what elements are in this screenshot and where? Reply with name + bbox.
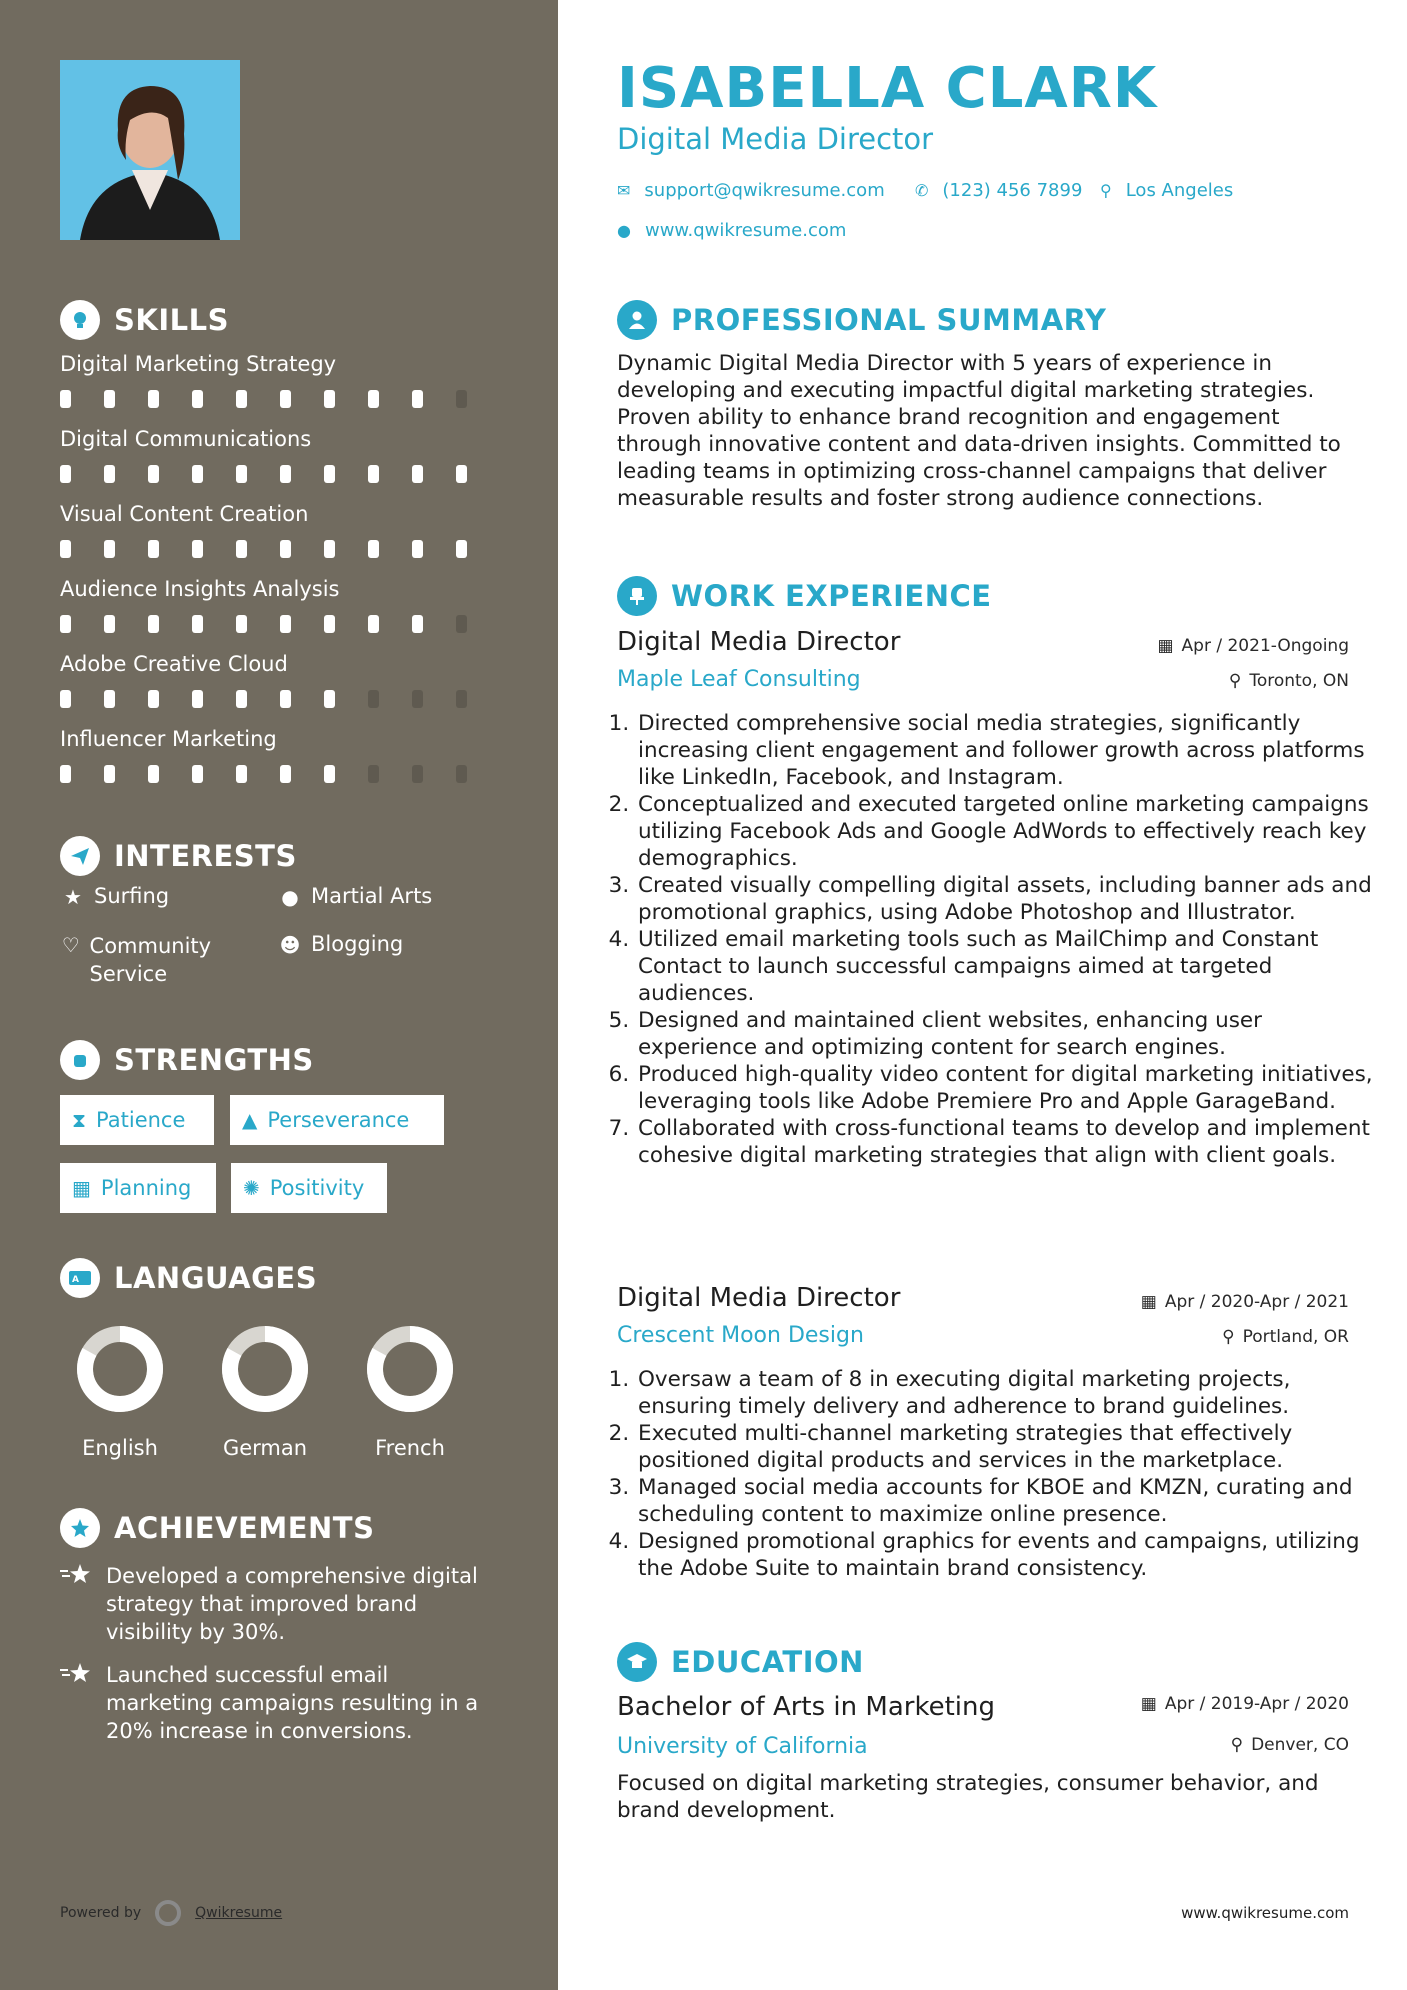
skill-level-dot (412, 465, 423, 483)
globe-icon: ● (617, 221, 631, 240)
skill-level-dot (324, 540, 335, 558)
languages-heading: A LANGUAGES (60, 1258, 317, 1298)
skill-level-dot (236, 390, 247, 408)
paper-plane-icon (60, 836, 100, 876)
skill-level-dot (104, 390, 115, 408)
skill-level-dot (412, 390, 423, 408)
list-item: 3. Created visually compelling digital assets, including banner ads and promotional graphics, using Adobe Photoshop and Illustrator. (636, 872, 1376, 926)
skill-level-dot (148, 615, 159, 633)
skill-level-dot (104, 765, 115, 783)
list-item: 4. Designed promotional graphics for events and campaigns, utilizing the Adobe Suite to maintain brand consistency. (636, 1528, 1376, 1582)
skill-level-dot (60, 390, 71, 408)
job-company: Maple Leaf Consulting (617, 667, 861, 692)
job-bullets (610, 1366, 1376, 1582)
award-star-icon (60, 1508, 100, 1548)
users-icon: ☻ (279, 933, 301, 957)
job-dates: ▦ Apr / 2021-Ongoing (1157, 636, 1349, 656)
shooting-star-icon (60, 1562, 94, 1646)
qwikresume-link[interactable]: Qwikresume (195, 1905, 283, 1921)
skill-level-dot (456, 765, 467, 783)
skill-level-dots (60, 540, 500, 558)
skill-level-dot (280, 690, 291, 708)
skill-name: Visual Content Creation (60, 502, 309, 526)
language-level-ring (367, 1326, 453, 1412)
job-location: ⚲ Toronto, ON (1228, 671, 1349, 691)
pin-icon: ⚲ (1228, 671, 1242, 691)
education-school: University of California (617, 1734, 868, 1759)
globe-icon: ● (281, 885, 299, 909)
user-icon (617, 300, 657, 340)
job-dates: ▦ Apr / 2020-Apr / 2021 (1140, 1292, 1349, 1312)
chair-icon (617, 576, 657, 616)
skill-name: Digital Communications (60, 427, 312, 451)
skill-level-dots (60, 465, 500, 483)
skill-level-dot (368, 765, 379, 783)
hourglass-icon: ⧗ (72, 1108, 87, 1132)
sidebar (0, 0, 558, 1990)
interest-item: ☻ Blogging (277, 932, 403, 958)
skill-level-dot (104, 615, 115, 633)
contact-phone: ✆ (123) 456 7899 (915, 180, 1083, 201)
sun-icon: ✺ (243, 1176, 260, 1200)
skill-item (60, 427, 500, 483)
interest-item: ● Martial Arts (277, 884, 432, 910)
skill-level-dot (280, 540, 291, 558)
lightbulb-icon (60, 300, 100, 340)
list-item: 2. Executed multi-channel marketing strategies that effectively positioned digital products and services in the marketplace. (636, 1420, 1376, 1474)
skill-level-dot (280, 465, 291, 483)
skill-level-dot (60, 690, 71, 708)
skill-level-dot (236, 465, 247, 483)
shooting-star-icon (60, 1661, 94, 1745)
job-company: Crescent Moon Design (617, 1323, 864, 1348)
experience-heading: WORK EXPERIENCE (617, 576, 992, 616)
skill-level-dot (412, 690, 423, 708)
skill-level-dots (60, 615, 500, 633)
skill-level-dot (368, 465, 379, 483)
skill-level-dot (368, 390, 379, 408)
pin-icon: ⚲ (1222, 1327, 1235, 1347)
strengths-heading: STRENGTHS (60, 1040, 314, 1080)
education-dates: ▦ Apr / 2019-Apr / 2020 (1140, 1694, 1349, 1714)
list-item: 2. Conceptualized and executed targeted online marketing campaigns utilizing Facebook Ads and Google AdWords to effectively reach key demographics. (636, 791, 1376, 872)
skill-level-dot (104, 465, 115, 483)
skill-level-dot (104, 540, 115, 558)
skill-level-dots (60, 765, 500, 783)
interest-item: ★ Surfing (60, 884, 169, 910)
language-item: German (205, 1326, 325, 1460)
skill-level-dot (324, 690, 335, 708)
summary-heading: PROFESSIONAL SUMMARY (617, 300, 1106, 340)
skill-level-dot (192, 615, 203, 633)
skill-item (60, 352, 500, 408)
skill-level-dot (456, 690, 467, 708)
job-location: ⚲ Portland, OR (1222, 1327, 1349, 1347)
skill-level-dot (412, 765, 423, 783)
skill-level-dot (192, 540, 203, 558)
skill-level-dot (60, 765, 71, 783)
list-item: 1. Directed comprehensive social media strategies, significantly increasing client engagement and follower growth across platforms like LinkedIn, Facebook, and Instagram. (636, 710, 1376, 791)
education-heading: EDUCATION (617, 1642, 864, 1682)
calendar-icon: ▦ (1140, 1694, 1157, 1714)
skill-level-dot (456, 465, 467, 483)
contact-email[interactable]: ✉ support@qwikresume.com (617, 180, 885, 201)
calendar-icon: ▦ (1140, 1292, 1157, 1312)
skill-level-dot (104, 690, 115, 708)
pin-icon: ⚲ (1230, 1735, 1244, 1755)
contact-location: ⚲ Los Angeles (1100, 180, 1234, 201)
skill-item (60, 577, 500, 633)
calendar-icon: ▦ (1157, 636, 1174, 656)
qwikresume-logo-icon (155, 1900, 181, 1926)
fist-icon (60, 1040, 100, 1080)
skill-level-dot (60, 615, 71, 633)
language-level-ring (222, 1326, 308, 1412)
achievements-heading: ACHIEVEMENTS (60, 1508, 374, 1548)
skill-name: Audience Insights Analysis (60, 577, 340, 601)
strength-badge: ▦ Planning (60, 1163, 216, 1213)
skill-level-dot (280, 615, 291, 633)
skill-level-dot (148, 540, 159, 558)
skill-level-dot (412, 540, 423, 558)
skill-level-dot (236, 765, 247, 783)
skill-level-dot (324, 615, 335, 633)
language-item: English (60, 1326, 180, 1460)
skill-level-dot (324, 765, 335, 783)
skill-level-dot (324, 465, 335, 483)
star-icon: ★ (64, 885, 82, 909)
achievement-item: Launched successful email marketing campaigns resulting in a 20% increase in conversions. (60, 1661, 500, 1745)
calendar-icon: ▦ (72, 1176, 91, 1200)
skill-level-dot (456, 615, 467, 633)
skills-heading: SKILLS (60, 300, 229, 340)
language-item: French (350, 1326, 470, 1460)
phone-icon: ✆ (915, 181, 929, 200)
skill-level-dot (192, 390, 203, 408)
skill-item (60, 502, 500, 558)
list-item: 3. Managed social media accounts for KBOE and KMZN, curating and scheduling content to maximize online presence. (636, 1474, 1376, 1528)
skill-level-dot (412, 615, 423, 633)
job-bullets (610, 710, 1376, 1169)
skill-name: Influencer Marketing (60, 727, 277, 751)
candidate-name: ISABELLA CLARK (617, 56, 1158, 121)
education-location: ⚲ Denver, CO (1230, 1735, 1349, 1755)
interests-heading: INTERESTS (60, 836, 297, 876)
skill-level-dot (324, 390, 335, 408)
strength-badge: ⧗ Patience (60, 1095, 214, 1145)
list-item: 5. Designed and maintained client websites, enhancing user experience and optimizing content for search engines. (636, 1007, 1376, 1061)
skill-level-dot (148, 390, 159, 408)
skill-level-dot (280, 765, 291, 783)
education-degree: Bachelor of Arts in Marketing (617, 1692, 995, 1722)
skill-level-dot (368, 540, 379, 558)
footer-url[interactable]: www.qwikresume.com (1181, 1904, 1349, 1922)
skill-level-dot (456, 390, 467, 408)
map-pin-icon: ⚲ (1100, 181, 1112, 200)
skill-name: Adobe Creative Cloud (60, 652, 288, 676)
language-icon (60, 1258, 100, 1298)
list-item: 1. Oversaw a team of 8 in executing digital marketing projects, ensuring timely delivery and adherence to brand guidelines. (636, 1366, 1376, 1420)
skill-level-dot (236, 615, 247, 633)
skill-name: Digital Marketing Strategy (60, 352, 337, 376)
profile-photo (60, 60, 240, 240)
graduate-icon (617, 1642, 657, 1682)
skill-level-dot (60, 540, 71, 558)
job-title: Digital Media Director (617, 627, 901, 657)
skill-level-dot (192, 765, 203, 783)
language-level-ring (77, 1326, 163, 1412)
skill-level-dots (60, 690, 500, 708)
skill-item (60, 652, 500, 708)
skill-level-dot (456, 540, 467, 558)
summary-text: Dynamic Digital Media Director with 5 years of experience in developing and executing impactful digital marketing strategies. Proven ability to enhance brand recognition and engagement through innovative content and data-driven insights. Committed to leading teams in optimizing cross-channel campaigns that deliver measurable results and foster strong audience connections. (617, 351, 1341, 511)
skill-level-dot (368, 615, 379, 633)
list-item: 6. Produced high-quality video content for digital marketing initiatives, leveraging tools like Adobe Premiere Pro and Apple GarageBand. (636, 1061, 1376, 1115)
candidate-title: Digital Media Director (617, 122, 934, 156)
skill-level-dots (60, 390, 500, 408)
contact-website[interactable]: ● www.qwikresume.com (617, 220, 847, 241)
skill-level-dot (192, 690, 203, 708)
skill-level-dot (236, 540, 247, 558)
interest-item: ♡ Community Service (61, 933, 212, 986)
list-item: 7. Collaborated with cross-functional teams to develop and implement cohesive digital marketing strategies that align with client goals. (636, 1115, 1376, 1169)
skill-level-dot (192, 465, 203, 483)
mountain-icon: ▲ (242, 1108, 258, 1132)
heart-icon: ♡ (61, 933, 80, 957)
job-title: Digital Media Director (617, 1283, 901, 1313)
strength-badge: ▲ Perseverance (230, 1095, 444, 1145)
skill-level-dot (148, 690, 159, 708)
skill-level-dot (368, 690, 379, 708)
envelope-icon: ✉ (617, 181, 631, 200)
skill-level-dot (148, 465, 159, 483)
skill-level-dot (60, 465, 71, 483)
list-item: 4. Utilized email marketing tools such as MailChimp and Constant Contact to launch successful campaigns aimed at targeted audiences. (636, 926, 1376, 1007)
achievement-item: Developed a comprehensive digital strategy that improved brand visibility by 30%. (60, 1562, 500, 1646)
skill-level-dot (236, 690, 247, 708)
skill-level-dot (280, 390, 291, 408)
strength-badge: ✺ Positivity (231, 1163, 387, 1213)
skill-item (60, 727, 500, 783)
education-description: Focused on digital marketing strategies, consumer behavior, and brand development. (617, 1771, 1319, 1823)
powered-by: Powered by Qwikresume (60, 1900, 282, 1926)
skill-level-dot (148, 765, 159, 783)
svg-text:A: A (72, 1275, 80, 1285)
